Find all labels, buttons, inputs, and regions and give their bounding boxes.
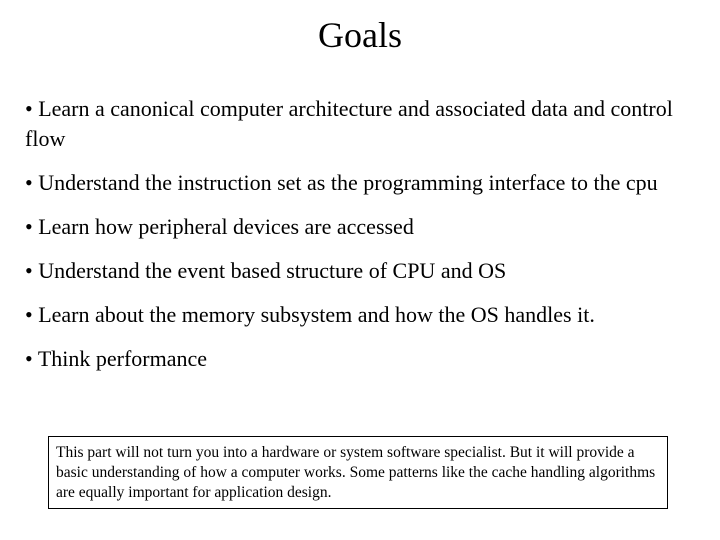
note-text: This part will not turn you into a hardware or system software specialist. But it will provide a basic understanding of how a computer works. Some patterns like the cache handling algorithms are equally important for application design. (56, 444, 656, 501)
bullet-icon: • (25, 346, 33, 371)
bullet-item (25, 256, 685, 286)
bullet-item (25, 212, 685, 242)
bullet-item (25, 300, 685, 330)
bullet-icon: • (25, 96, 33, 121)
bullet-icon: • (25, 214, 33, 239)
bullet-text: Think performance (37, 346, 208, 371)
bullet-text: Understand the event based structure of CPU and OS (38, 258, 507, 283)
bullet-text: Learn about the memory subsystem and how the OS handles it. (38, 302, 595, 327)
bullet-item (25, 168, 685, 198)
bullet-text: Learn a canonical computer architecture and associated data and control flow (25, 96, 673, 151)
bullet-icon: • (25, 302, 33, 327)
bullet-icon: • (25, 170, 33, 195)
bullet-item (25, 94, 685, 154)
note-box (48, 436, 668, 509)
bullet-item (25, 344, 685, 374)
bullet-list (25, 94, 685, 388)
bullet-icon: • (25, 258, 33, 283)
bullet-text: Learn how peripheral devices are accessed (38, 214, 414, 239)
slide-title: Goals (318, 15, 402, 55)
bullet-text: Understand the instruction set as the programming interface to the cpu (38, 170, 658, 195)
